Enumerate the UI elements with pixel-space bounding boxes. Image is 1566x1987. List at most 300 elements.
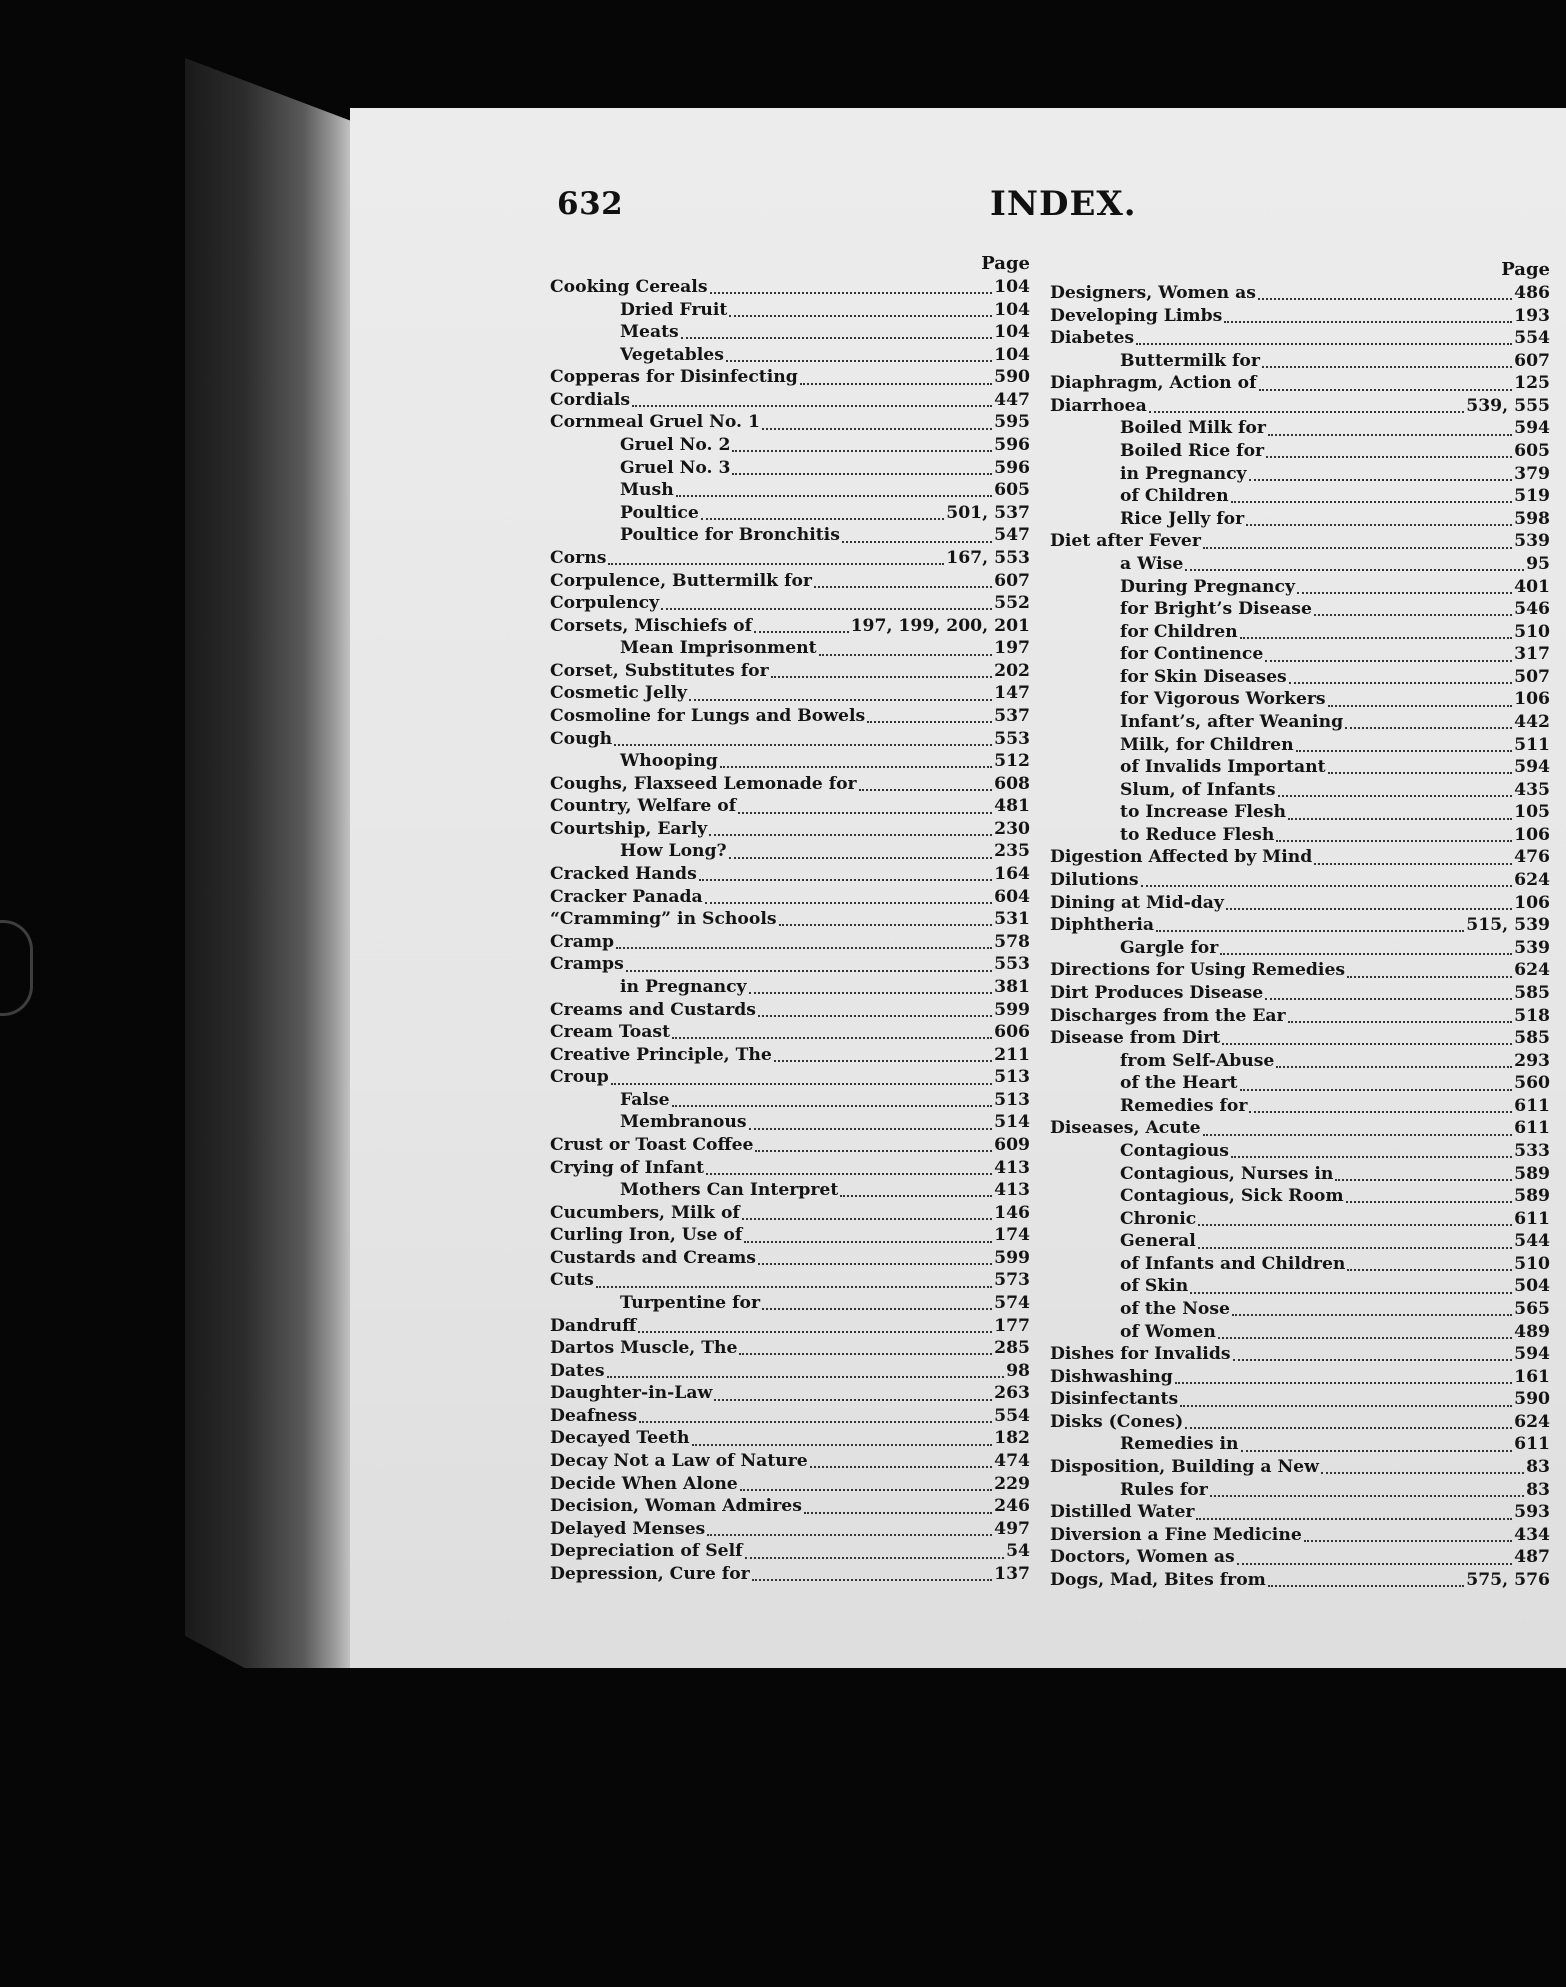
index-entry <box>1050 643 1550 666</box>
index-entry <box>1050 508 1550 531</box>
index-entry <box>550 389 1030 412</box>
index-term: Disease from Dirt <box>1050 1028 1221 1049</box>
index-page-ref: 539, 555 <box>1466 395 1550 416</box>
index-entry <box>550 1224 1030 1247</box>
index-page-ref: 211 <box>994 1044 1030 1065</box>
index-entry <box>550 1382 1030 1405</box>
index-entry <box>550 999 1030 1022</box>
index-entry <box>1050 959 1550 982</box>
index-page-ref: 519 <box>1514 486 1550 507</box>
dot-leader <box>699 869 992 881</box>
index-entry <box>550 1111 1030 1134</box>
dot-leader <box>732 463 992 475</box>
index-page-ref: 531 <box>994 909 1030 930</box>
dot-leader <box>1232 1304 1512 1316</box>
dot-leader <box>692 1434 993 1446</box>
index-page-ref: 590 <box>994 367 1030 388</box>
dot-leader <box>608 553 944 565</box>
index-entry <box>550 863 1030 886</box>
index-entry <box>550 840 1030 863</box>
dot-leader <box>745 1547 1005 1559</box>
dot-leader <box>1237 1553 1512 1565</box>
dot-leader <box>681 327 992 339</box>
index-term: Directions for Using Remedies <box>1050 960 1346 981</box>
index-term: Cosmetic Jelly <box>550 683 687 704</box>
index-entry <box>1050 1050 1550 1073</box>
dot-leader <box>1185 1417 1512 1429</box>
dot-leader <box>707 1524 992 1536</box>
dot-leader <box>1180 1395 1512 1407</box>
index-term: Gargle for <box>1120 937 1219 958</box>
index-term: of Infants and Children <box>1120 1253 1346 1274</box>
dot-leader <box>1346 1191 1513 1203</box>
index-entry <box>1050 440 1550 463</box>
index-term: Decay Not a Law of Nature <box>550 1451 808 1472</box>
dot-leader <box>1304 1530 1512 1542</box>
index-page-ref: 544 <box>1514 1231 1550 1252</box>
index-page-ref: 624 <box>1514 960 1550 981</box>
index-page-ref: 605 <box>1514 441 1550 462</box>
dot-leader <box>1226 898 1512 910</box>
index-page-ref: 537 <box>994 705 1030 726</box>
index-term: Infant’s, after Weaning <box>1120 711 1344 732</box>
dot-leader <box>705 892 993 904</box>
index-entry <box>550 728 1030 751</box>
index-term: Diarrhoea <box>1050 395 1147 416</box>
index-term: Contagious, Nurses in <box>1120 1163 1334 1184</box>
dot-leader <box>611 1073 992 1085</box>
index-entry <box>1050 1208 1550 1231</box>
dot-leader <box>1289 672 1512 684</box>
index-page-ref: 137 <box>994 1563 1030 1584</box>
index-term: Rules for <box>1120 1479 1208 1500</box>
dot-leader <box>742 1208 992 1220</box>
dot-leader <box>1328 695 1512 707</box>
index-page-ref: 497 <box>994 1518 1030 1539</box>
index-term: During Pregnancy <box>1120 576 1295 597</box>
index-entry <box>1050 937 1550 960</box>
index-page-ref: 98 <box>1006 1360 1030 1381</box>
index-term: of Children <box>1120 486 1229 507</box>
index-page-ref: 611 <box>1514 1208 1550 1229</box>
dot-leader <box>1314 604 1512 616</box>
index-entry <box>1050 1095 1550 1118</box>
dot-leader <box>774 1050 992 1062</box>
index-entry <box>1050 1569 1550 1592</box>
index-term: Corns <box>550 547 607 568</box>
dot-leader <box>710 282 993 294</box>
dot-leader <box>867 711 992 723</box>
index-entry <box>550 1044 1030 1067</box>
dot-leader <box>1265 650 1512 662</box>
index-page-ref: 594 <box>1514 757 1550 778</box>
index-entry <box>1050 1275 1550 1298</box>
index-term: General <box>1120 1231 1196 1252</box>
column-heading: Page <box>1501 259 1550 280</box>
index-entry <box>1050 1388 1550 1411</box>
index-entry <box>1050 1072 1550 1095</box>
index-term: Crying of Infant <box>550 1157 705 1178</box>
dot-leader <box>1335 1169 1512 1181</box>
dot-leader <box>1296 740 1513 752</box>
index-term: Remedies for <box>1120 1095 1248 1116</box>
dot-leader <box>755 1140 992 1152</box>
index-term: Dilutions <box>1050 870 1139 891</box>
index-page-ref: 83 <box>1526 1457 1550 1478</box>
dot-leader <box>804 1502 992 1514</box>
index-page-ref: 553 <box>994 728 1030 749</box>
dot-leader <box>1198 1237 1512 1249</box>
index-entry <box>1050 1185 1550 1208</box>
index-term: Corset, Substitutes for <box>550 660 769 681</box>
index-page-ref: 607 <box>994 570 1030 591</box>
index-term: Crust or Toast Coffee <box>550 1134 754 1155</box>
index-page-ref: 197, 199, 200, 201 <box>850 615 1030 636</box>
index-term: Doctors, Women as <box>1050 1547 1235 1568</box>
index-page-ref: 553 <box>994 954 1030 975</box>
index-term: Developing Limbs <box>1050 305 1223 326</box>
index-entry <box>550 1337 1030 1360</box>
index-entry <box>1050 914 1550 937</box>
index-entry <box>550 502 1030 525</box>
index-entry <box>550 1157 1030 1180</box>
index-page-ref: 510 <box>1514 621 1550 642</box>
dot-leader <box>842 531 992 543</box>
dot-leader <box>1347 966 1512 978</box>
index-entry <box>550 1518 1030 1541</box>
index-term: Boiled Rice for <box>1120 441 1265 462</box>
index-entry <box>550 411 1030 434</box>
index-term: Cordials <box>550 389 631 410</box>
index-term: Chronic <box>1120 1208 1197 1229</box>
index-page-ref: 474 <box>994 1451 1030 1472</box>
index-term: Dining at Mid-day <box>1050 892 1224 913</box>
dot-leader <box>754 621 849 633</box>
index-term: Cream Toast <box>550 1022 671 1043</box>
index-term: Daughter-in-Law <box>550 1383 713 1404</box>
dot-leader <box>814 576 992 588</box>
index-page-ref: 193 <box>1514 305 1550 326</box>
index-entry <box>550 1269 1030 1292</box>
index-term: Disks (Cones) <box>1050 1411 1184 1432</box>
index-entry <box>550 773 1030 796</box>
dot-leader <box>732 440 992 452</box>
index-entry-list <box>1050 282 1550 1592</box>
dot-leader <box>1220 943 1512 955</box>
index-page-ref: 379 <box>1514 463 1550 484</box>
dot-leader <box>749 1118 993 1130</box>
dot-leader <box>1249 1101 1512 1113</box>
index-entry <box>550 1134 1030 1157</box>
index-entry <box>550 953 1030 976</box>
index-page-ref: 611 <box>1514 1118 1550 1139</box>
index-entry <box>1050 892 1550 915</box>
index-column-left <box>550 252 1030 1586</box>
index-entry <box>550 1089 1030 1112</box>
index-page-ref: 578 <box>994 931 1030 952</box>
index-term: Dartos Muscle, The <box>550 1338 738 1359</box>
index-term: to Increase Flesh <box>1120 802 1286 823</box>
index-term: Dishes for Invalids <box>1050 1344 1231 1365</box>
index-page-ref: 147 <box>994 683 1030 704</box>
index-entry <box>550 795 1030 818</box>
dot-leader <box>1141 875 1513 887</box>
index-term: Decayed Teeth <box>550 1428 690 1449</box>
dot-leader <box>1249 469 1513 481</box>
dot-leader <box>1262 356 1512 368</box>
dot-leader <box>1203 537 1512 549</box>
index-entry <box>550 886 1030 909</box>
index-entry <box>1050 372 1550 395</box>
dot-leader <box>1240 627 1512 639</box>
index-entry <box>550 570 1030 593</box>
index-page-ref: 515, 539 <box>1466 915 1550 936</box>
index-entry <box>1050 1411 1550 1434</box>
index-page-ref: 104 <box>994 344 1030 365</box>
index-page-ref: 624 <box>1514 870 1550 891</box>
dot-leader <box>709 824 992 836</box>
dot-leader <box>744 1231 992 1243</box>
index-entry <box>1050 1524 1550 1547</box>
dot-leader <box>596 1276 992 1288</box>
index-page-ref: 161 <box>1514 1366 1550 1387</box>
index-page-ref: 104 <box>994 322 1030 343</box>
dot-leader <box>819 644 993 656</box>
book-page <box>350 108 1566 1668</box>
index-entry <box>1050 350 1550 373</box>
index-entry <box>550 908 1030 931</box>
dot-leader <box>749 982 993 994</box>
index-page-ref: 434 <box>1514 1524 1550 1545</box>
index-page-ref: 54 <box>1006 1541 1030 1562</box>
index-page-ref: 501, 537 <box>946 502 1030 523</box>
index-page-ref: 539 <box>1514 937 1550 958</box>
dot-leader <box>810 1456 992 1468</box>
index-entry <box>1050 734 1550 757</box>
index-page-ref: 594 <box>1514 418 1550 439</box>
index-term: Buttermilk for <box>1120 350 1260 371</box>
index-page-ref: 104 <box>994 277 1030 297</box>
dot-leader <box>661 598 992 610</box>
index-page-ref: 513 <box>994 1089 1030 1110</box>
index-term: of the Nose <box>1120 1299 1230 1320</box>
index-term: Discharges from the Ear <box>1050 1005 1286 1026</box>
index-term: of Invalids Important <box>1120 757 1326 778</box>
index-term: for Vigorous Workers <box>1120 689 1326 710</box>
index-term: Corpulence, Buttermilk for <box>550 570 812 591</box>
dot-leader <box>1175 1372 1512 1384</box>
index-page-ref: 486 <box>1514 283 1550 303</box>
index-entry <box>1050 485 1550 508</box>
index-term: Slum, of Infants <box>1120 779 1276 800</box>
index-entry <box>1050 282 1550 305</box>
dot-leader <box>607 1366 1004 1378</box>
index-column-right <box>1050 258 1550 1592</box>
index-term: Deafness <box>550 1405 638 1426</box>
dot-leader <box>1276 830 1512 842</box>
index-page-ref: 611 <box>1514 1434 1550 1455</box>
index-term: Curling Iron, Use of <box>550 1225 743 1246</box>
index-term: to Reduce Flesh <box>1120 824 1275 845</box>
index-term: Courtship, Early <box>550 818 708 839</box>
index-page-ref: 229 <box>994 1473 1030 1494</box>
index-term: Cracker Panada <box>550 886 703 907</box>
index-page-ref: 317 <box>1514 644 1550 665</box>
index-entry <box>1050 305 1550 328</box>
index-term: Cramp <box>550 931 615 952</box>
index-page-ref: 381 <box>994 976 1030 997</box>
index-page-ref: 413 <box>994 1157 1030 1178</box>
index-entry <box>1050 824 1550 847</box>
index-term: Contagious <box>1120 1140 1229 1161</box>
index-term: How Long? <box>620 841 727 862</box>
index-page-ref: 481 <box>994 796 1030 817</box>
index-entry <box>550 276 1030 299</box>
index-entry <box>1050 530 1550 553</box>
index-entry <box>1050 688 1550 711</box>
dot-leader <box>739 1343 992 1355</box>
index-entry <box>1050 395 1550 418</box>
dot-leader <box>752 1569 992 1581</box>
dot-leader <box>740 1479 992 1491</box>
dot-leader <box>701 508 944 520</box>
index-entry <box>1050 621 1550 644</box>
index-entry <box>1050 1433 1550 1456</box>
dot-leader <box>638 1321 992 1333</box>
index-term: Digestion Affected by Mind <box>1050 847 1313 868</box>
index-entry <box>1050 982 1550 1005</box>
index-term: Decide When Alone <box>550 1473 738 1494</box>
dot-leader <box>729 305 992 317</box>
dot-leader <box>1278 785 1512 797</box>
index-entry <box>550 637 1030 660</box>
index-term: Coughs, Flaxseed Lemonade for <box>550 773 857 794</box>
dot-leader <box>771 666 992 678</box>
index-term: Corsets, Mischiefs of <box>550 615 752 636</box>
dot-leader <box>1136 333 1512 345</box>
index-page-ref: 585 <box>1514 1028 1550 1049</box>
index-term: Poultice <box>620 502 699 523</box>
index-term: of Skin <box>1120 1276 1189 1297</box>
index-term: Membranous <box>620 1112 747 1133</box>
index-term: Disinfectants <box>1050 1389 1179 1410</box>
index-entry <box>550 592 1030 615</box>
index-entry <box>550 299 1030 322</box>
dot-leader <box>632 395 992 407</box>
book-binding-edge <box>185 58 355 1668</box>
index-term: Gruel No. 2 <box>620 435 731 456</box>
index-entry <box>1050 463 1550 486</box>
index-term: Depreciation of Self <box>550 1541 743 1562</box>
index-entry <box>550 976 1030 999</box>
index-page-ref: 235 <box>994 841 1030 862</box>
index-term: Cuts <box>550 1270 594 1291</box>
dot-leader <box>840 1185 992 1197</box>
dot-leader <box>1149 401 1465 413</box>
dot-leader <box>758 1253 992 1265</box>
dot-leader <box>639 1411 992 1423</box>
index-entry <box>550 457 1030 480</box>
index-entry <box>1050 801 1550 824</box>
index-page-ref: 594 <box>1514 1344 1550 1365</box>
index-page-ref: 293 <box>1514 1050 1550 1071</box>
index-entry <box>550 344 1030 367</box>
dot-leader <box>779 914 993 926</box>
index-entry <box>1050 553 1550 576</box>
index-entry <box>550 321 1030 344</box>
index-page-ref: 476 <box>1514 847 1550 868</box>
index-page-ref: 554 <box>1514 328 1550 349</box>
index-term: Boiled Milk for <box>1120 418 1266 439</box>
index-page-ref: 167, 553 <box>946 547 1030 568</box>
index-term: Dates <box>550 1360 605 1381</box>
dot-leader <box>672 1027 992 1039</box>
index-page-ref: 606 <box>994 1022 1030 1043</box>
index-entry <box>550 1473 1030 1496</box>
dot-leader <box>626 960 992 972</box>
index-page-ref: 401 <box>1514 576 1550 597</box>
index-entry <box>1050 1501 1550 1524</box>
index-page-ref: 554 <box>994 1405 1030 1426</box>
index-page-ref: 146 <box>994 1202 1030 1223</box>
index-term: Creams and Custards <box>550 999 756 1020</box>
index-page-ref: 413 <box>994 1180 1030 1201</box>
index-page-ref: 539 <box>1514 531 1550 552</box>
index-page-ref: 164 <box>994 864 1030 885</box>
index-entry <box>1050 1163 1550 1186</box>
index-term: Dried Fruit <box>620 299 728 320</box>
index-page-ref: 585 <box>1514 982 1550 1003</box>
index-term: Mean Imprisonment <box>620 638 817 659</box>
index-entry <box>1050 1230 1550 1253</box>
index-term: Disposition, Building a New <box>1050 1457 1319 1478</box>
index-entry <box>550 931 1030 954</box>
index-entry <box>1050 666 1550 689</box>
index-page-ref: 230 <box>994 818 1030 839</box>
index-page-ref: 507 <box>1514 666 1550 687</box>
index-entry <box>550 1315 1030 1338</box>
dot-leader <box>738 802 992 814</box>
index-entry <box>1050 1321 1550 1344</box>
index-page-ref: 174 <box>994 1225 1030 1246</box>
index-entry <box>550 1179 1030 1202</box>
index-entry <box>550 660 1030 683</box>
index-entry <box>550 1360 1030 1383</box>
index-page-ref: 106 <box>1514 892 1550 913</box>
index-term: Depression, Cure for <box>550 1563 750 1584</box>
index-entry <box>1050 779 1550 802</box>
dot-leader <box>726 350 992 362</box>
dot-leader <box>1259 379 1513 391</box>
index-page-ref: 177 <box>994 1315 1030 1336</box>
index-entry <box>550 705 1030 728</box>
dot-leader <box>676 485 992 497</box>
index-entry <box>1050 598 1550 621</box>
dot-leader <box>1328 762 1513 774</box>
index-entry <box>1050 1140 1550 1163</box>
index-term: Cornmeal Gruel No. 1 <box>550 412 760 433</box>
index-term: for Bright’s Disease <box>1120 599 1312 620</box>
index-term: Dirt Produces Disease <box>1050 982 1264 1003</box>
dot-leader <box>800 373 992 385</box>
index-term: in Pregnancy <box>1120 463 1247 484</box>
index-term: Cosmoline for Lungs and Bowels <box>550 705 866 726</box>
index-term: of the Heart <box>1120 1073 1238 1094</box>
dot-leader <box>1268 1575 1464 1587</box>
index-entry <box>550 434 1030 457</box>
index-term: Dishwashing <box>1050 1366 1173 1387</box>
index-entry <box>550 1202 1030 1225</box>
